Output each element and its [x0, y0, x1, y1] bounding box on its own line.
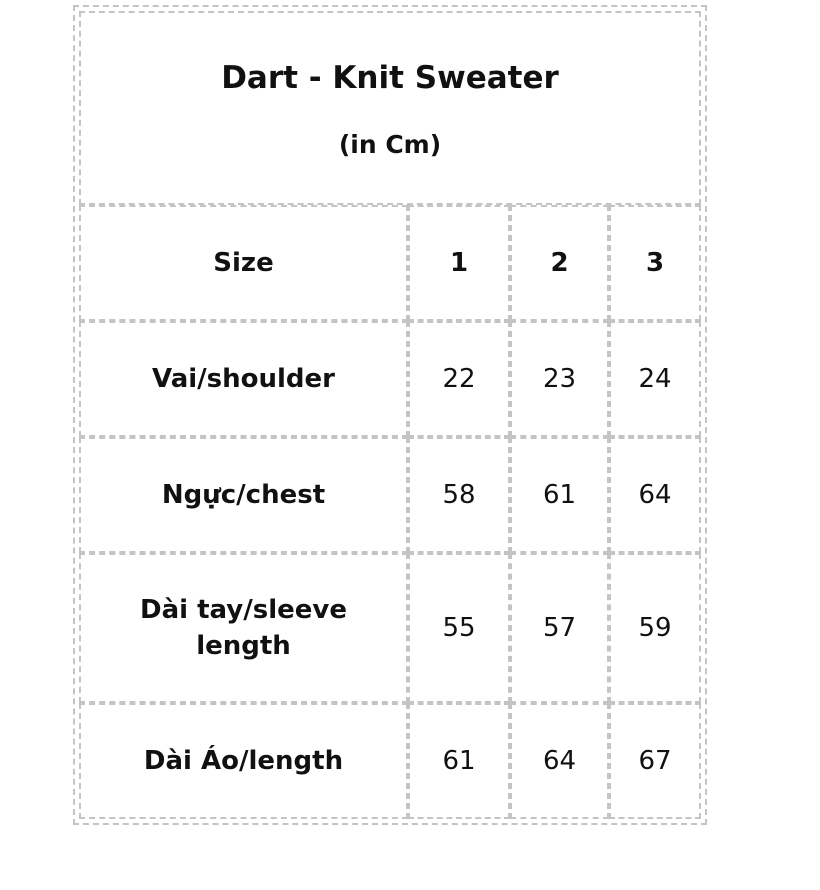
table-title: Dart - Knit Sweater — [221, 60, 559, 96]
measurement-value: 64 — [542, 746, 577, 776]
size-header-cell-1 — [408, 205, 510, 321]
size-chart-table — [73, 5, 707, 825]
size-header-value: 3 — [645, 248, 665, 278]
row-label: Vai/shoulder — [152, 364, 335, 394]
measurement-value: 64 — [638, 480, 672, 510]
row-label: Ngực/chest — [161, 480, 326, 510]
value-cell — [510, 321, 609, 437]
value-cell — [609, 437, 701, 553]
measurement-value: 57 — [542, 613, 577, 643]
size-header-label: Size — [213, 248, 274, 278]
measurement-value: 22 — [442, 364, 476, 394]
measurement-value: 23 — [542, 364, 577, 394]
measurement-value: 67 — [638, 746, 672, 776]
value-cell — [408, 703, 510, 819]
measurement-value: 58 — [442, 480, 476, 510]
measurement-value: 59 — [638, 613, 672, 643]
measurement-value: 61 — [542, 480, 577, 510]
value-cell — [510, 703, 609, 819]
value-cell — [609, 703, 701, 819]
table-title-cell — [79, 11, 701, 205]
value-cell — [408, 553, 510, 703]
size-header-cell-2 — [510, 205, 609, 321]
size-header-value: 1 — [449, 248, 469, 278]
row-label-cell-chest — [79, 437, 408, 553]
measurement-value: 61 — [442, 746, 476, 776]
value-cell — [408, 321, 510, 437]
row-label: Dài Áo/length — [143, 746, 344, 776]
row-label-cell-length — [79, 703, 408, 819]
value-cell — [408, 437, 510, 553]
row-label: Dài tay/sleeve length — [140, 595, 347, 661]
row-label-cell-sleeve-length — [79, 553, 408, 703]
value-cell — [510, 437, 609, 553]
value-cell — [609, 321, 701, 437]
size-header-cell-3 — [609, 205, 701, 321]
value-cell — [609, 553, 701, 703]
measurement-value: 24 — [638, 364, 672, 394]
header-row-label-cell — [79, 205, 408, 321]
value-cell — [510, 553, 609, 703]
row-label-cell-shoulder — [79, 321, 408, 437]
size-header-value: 2 — [550, 248, 569, 278]
table-subtitle: (in Cm) — [338, 130, 442, 159]
measurement-value: 55 — [442, 613, 476, 643]
